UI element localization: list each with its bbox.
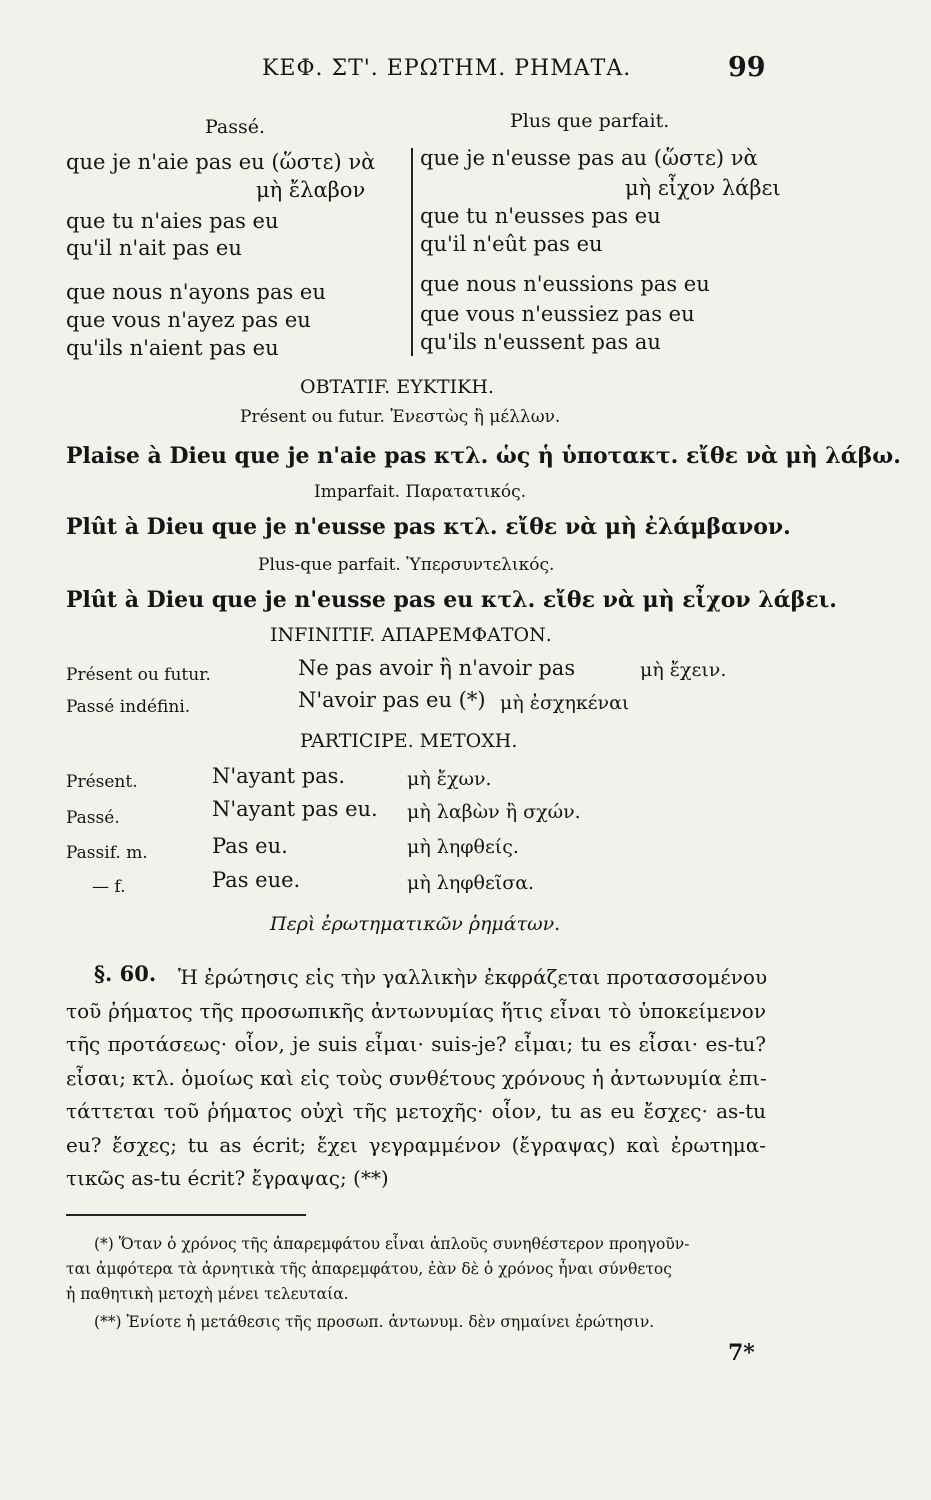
footnote-rule (66, 1214, 306, 1216)
paragraph-line: εἶσαι; κτλ. ὁμοίως καὶ εἰς τοὺς συνθέτους χρόνους ἡ ἀντωνυμία ἐπι- (66, 1065, 767, 1090)
participe-label: Passif. m. (66, 843, 148, 863)
column-divider (411, 148, 413, 356)
right-row: qu'ils n'eussent pas au (420, 330, 661, 354)
participe-heading: PARTICIPE. ΜΕΤΟΧΗ. (300, 730, 518, 752)
right-row: que je n'eusse pas au (ὥστε) νὰ (420, 146, 758, 170)
page-number: 99 (728, 52, 766, 83)
optatif-plusque-heading: Plus-que parfait. Ὑπερσυντελικός. (258, 555, 555, 575)
section-title: Περὶ ἐρωτηματικῶν ῥημάτων. (270, 913, 561, 935)
participe-gr: μὴ ἔχων. (407, 768, 492, 790)
infinitif-label: Passé indéfini. (66, 697, 191, 717)
infinitif-fr: N'avoir pas eu (*) (298, 688, 486, 712)
left-row: qu'ils n'aient pas eu (66, 336, 279, 360)
participe-gr: μὴ λαβὼν ἢ σχών. (407, 801, 581, 823)
infinitif-label: Présent ou futur. (66, 665, 211, 685)
infinitif-fr: Ne pas avoir ἢ n'avoir pas (298, 656, 576, 680)
left-row: que nous n'ayons pas eu (66, 280, 326, 304)
paragraph-number: §. 60. (94, 961, 157, 986)
passe-heading: Passé. (205, 116, 266, 138)
infinitif-gr: μὴ ἔχειν. (640, 659, 727, 681)
participe-fr: N'ayant pas. (212, 764, 346, 788)
right-row: μὴ εἶχον λάβει (625, 176, 781, 200)
paragraph-line: eu? ἔσχες; tu as écrit; ἔχει γεγραμμένον (ἔγραψας) καὶ ἐρωτημα- (66, 1132, 766, 1157)
paragraph-line: τάττεται τοῦ ῥήματος οὐχὶ τῆς μετοχῆς· οἷον, tu as eu ἔσχες· as-tu (66, 1099, 766, 1123)
paragraph-body (66, 961, 766, 1196)
left-row: que tu n'aies pas eu (66, 209, 279, 233)
infinitif-gr: μὴ ἐσχηκέναι (500, 692, 630, 714)
plus-que-parfait-heading: Plus que parfait. (510, 110, 670, 132)
footnote-1 (66, 1232, 786, 1307)
left-row: que vous n'ayez pas eu (66, 308, 311, 332)
participe-fr: Pas eue. (212, 868, 301, 892)
paragraph-line: Ἡ ἐρώτησις εἰς τὴν γαλλικὴν ἐκφράζεται προτασσομένου (178, 965, 768, 989)
right-row: que tu n'eusses pas eu (420, 204, 661, 228)
participe-label: Passé. (66, 808, 120, 828)
left-row: μὴ ἔλαβον (256, 178, 366, 202)
participe-gr: μὴ ληφθεῖσα. (407, 872, 535, 894)
participe-fr: N'ayant pas eu. (212, 797, 378, 821)
optatif-heading: OBTATIF. ΕΥΚΤΙΚΗ. (300, 376, 494, 398)
footnote-line: (**) Ἐνίοτε ἡ μετάθεσις τῆς προσωπ. ἀντωνυμ. δὲν σημαίνει ἐρώτησιν. (94, 1313, 655, 1331)
participe-fr: Pas eu. (212, 834, 288, 858)
footnote-line: ἡ παθητικὴ μετοχὴ μένει τελευταία. (66, 1285, 349, 1303)
left-row: que je n'aie pas eu (ὥστε) νὰ (66, 150, 376, 174)
optatif-plusque-line: Plût à Dieu que je n'eusse pas eu κτλ. εἴθε νὰ μὴ εἶχον λάβει. (66, 587, 837, 613)
right-row: qu'il n'eût pas eu (420, 232, 603, 256)
paragraph-line: τῆς προτάσεως· οἷον, je suis εἶμαι· suis-je? εἶμαι; tu es εἶσαι· es-tu? (66, 1032, 766, 1056)
right-row: que vous n'eussiez pas eu (420, 302, 695, 326)
infinitif-heading: INFINITIF. ΑΠΑΡΕΜΦΑΤΟΝ. (270, 624, 552, 646)
running-header: ΚΕΦ. ΣΤ'. ΕΡΩΤΗΜ. ΡΗΜΑΤΑ. (262, 56, 632, 81)
left-row: qu'il n'ait pas eu (66, 236, 242, 260)
footnote-2 (66, 1310, 786, 1335)
right-row: que nous n'eussions pas eu (420, 272, 710, 296)
participe-gr: μὴ ληφθείς. (407, 836, 519, 858)
paragraph-line: τοῦ ῥήματος τῆς προσωπικῆς ἀντωνυμίας ἥτις εἶναι τὸ ὑποκείμενον (66, 998, 766, 1023)
optatif-present-heading: Présent ou futur. Ἐνεστὼς ἢ μέλλων. (240, 407, 561, 427)
participe-label: Présent. (66, 772, 138, 792)
footnote-line: ται ἀμφότερα τὰ ἀρνητικὰ τῆς ἀπαρεμφάτου, ἐὰν δὲ ὁ χρόνος ἦναι σύνθετος (66, 1260, 672, 1278)
optatif-imparfait-heading: Imparfait. Παρατατικός. (314, 482, 527, 502)
signature-mark: 7* (728, 1340, 755, 1366)
footnote-line: (*) Ὅταν ὁ χρόνος τῆς ἀπαρεμφάτου εἶναι ἁπλοῦς συνηθέστερον προηγοῦν- (94, 1235, 690, 1253)
optatif-imparfait-line: Plût à Dieu que je n'eusse pas κτλ. εἴθε νὰ μὴ ἐλάμβανον. (66, 514, 791, 540)
participe-label: — f. (92, 877, 126, 897)
paragraph-line: τικῶς as-tu écrit? ἔγραψας; (**) (66, 1166, 389, 1190)
optatif-present-line: Plaise à Dieu que je n'aie pas κτλ. ὡς ἡ ὑποτακτ. εἴθε νὰ μὴ λάβω. (66, 443, 901, 469)
